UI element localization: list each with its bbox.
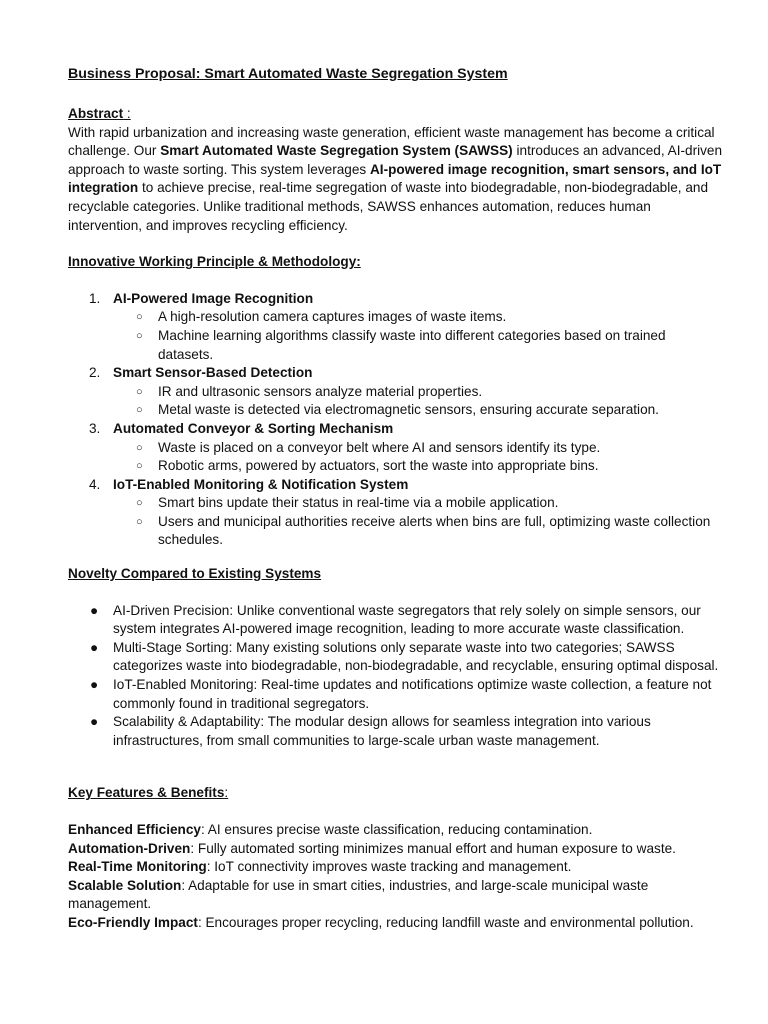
step-bullet xyxy=(68,401,724,420)
feature-label: Automation-Driven xyxy=(68,840,191,856)
step-title: Automated Conveyor & Sorting Mechanism xyxy=(113,420,394,436)
hollow-bullet-icon: ○ xyxy=(136,311,143,324)
filled-bullet-icon: ● xyxy=(90,677,99,693)
novelty-item xyxy=(68,676,724,713)
filled-bullet-icon: ● xyxy=(90,714,99,730)
step-title: Smart Sensor-Based Detection xyxy=(113,365,313,381)
document-page xyxy=(68,64,724,933)
hollow-bullet-icon: ○ xyxy=(136,441,143,454)
step-bullets xyxy=(68,439,724,476)
filled-bullet-icon: ● xyxy=(90,639,99,655)
novelty-item xyxy=(68,713,724,750)
step-bullet xyxy=(68,327,724,364)
features-list xyxy=(68,821,724,933)
novelty-item xyxy=(68,602,724,639)
feature-label: Enhanced Efficiency xyxy=(68,822,201,837)
novelty-item-text: Multi-Stage Sorting: Many existing solutions only separate waste into two categories; SAWSS categorizes waste into biodegradable, non-biodegradable, and recyclable, ensuring optimal disposal. xyxy=(113,639,719,674)
step-item xyxy=(68,364,724,420)
feature-text: : AI ensures precise waste classification, reducing contamination. xyxy=(200,822,593,837)
abstract-text-1: With rapid urbanization and increasing waste generation, efficient waste management has become a critical challenge. Our xyxy=(68,124,715,159)
abstract-colon: : xyxy=(123,106,131,121)
novelty-item-text: AI-Driven Precision: Unlike conventional waste segregators that rely solely on simple sensors, our system integrates AI-powered image recognition, leading to more accurate waste classification. xyxy=(113,602,701,637)
principle-steps-list xyxy=(68,290,724,550)
feature-text: : IoT connectivity improves waste tracking and management. xyxy=(206,859,572,875)
step-bullet-text: A high-resolution camera captures images of waste items. xyxy=(158,309,507,325)
step-item xyxy=(68,476,724,550)
step-bullets xyxy=(68,383,724,420)
feature-item xyxy=(68,840,724,859)
filled-bullet-icon: ● xyxy=(90,602,99,618)
features-heading-colon: : xyxy=(224,785,229,801)
step-title: IoT-Enabled Monitoring & Notification System xyxy=(113,476,409,492)
novelty-item-text: Scalability & Adaptability: The modular design allows for seamless integration into various infrastructures, from small communities to large-scale urban waste management. xyxy=(113,714,651,748)
abstract-system-name: Smart Automated Waste Segregation System (SAWSS) xyxy=(160,143,513,159)
step-bullet xyxy=(68,513,724,550)
step-bullet xyxy=(68,308,724,327)
feature-item xyxy=(68,821,724,840)
novelty-item-text: IoT-Enabled Monitoring: Real-time updates and notifications optimize waste collection, a feature not commonly found in traditional segregators. xyxy=(113,677,712,711)
step-bullet-text: IR and ultrasonic sensors analyze material properties. xyxy=(158,383,483,399)
step-bullet-text: Users and municipal authorities receive alerts when bins are full, optimizing waste collection schedules. xyxy=(158,513,711,548)
hollow-bullet-icon: ○ xyxy=(136,385,143,398)
step-number: 1. xyxy=(89,290,101,306)
abstract-text-3: to achieve precise, real-time segregation of waste into biodegradable, non-biodegradable, and recyclable categories. Unlike traditional methods, SAWSS enhances automation, reduces human intervention, and improves recycling efficiency. xyxy=(68,180,709,233)
abstract-heading: Abstract xyxy=(68,106,124,121)
abstract-body xyxy=(68,124,724,236)
feature-label: Scalable Solution xyxy=(68,877,182,893)
step-title: AI-Powered Image Recognition xyxy=(113,290,314,306)
step-number: 2. xyxy=(89,365,101,381)
hollow-bullet-icon: ○ xyxy=(136,329,143,342)
step-item xyxy=(68,420,724,476)
step-item xyxy=(68,290,724,364)
step-bullet xyxy=(68,457,724,476)
feature-item xyxy=(68,914,724,933)
features-heading-line xyxy=(68,784,724,803)
step-bullet xyxy=(68,494,724,513)
step-bullet xyxy=(68,383,724,402)
step-number: 3. xyxy=(89,420,101,436)
step-bullets xyxy=(68,494,724,550)
step-bullet-text: Waste is placed on a conveyor belt where AI and sensors identify its type. xyxy=(158,439,601,455)
hollow-bullet-icon: ○ xyxy=(136,515,143,528)
step-bullet-text: Machine learning algorithms classify waste into different categories based on trained datasets. xyxy=(158,327,666,362)
step-bullet-text: Robotic arms, powered by actuators, sort the waste into appropriate bins. xyxy=(158,458,599,474)
hollow-bullet-icon: ○ xyxy=(136,404,143,417)
step-number: 4. xyxy=(89,476,101,492)
step-bullet-text: Smart bins update their status in real-time via a mobile application. xyxy=(158,495,559,511)
abstract-text-2: introduces an advanced, AI-driven approach to waste sorting. This system leverages xyxy=(68,143,723,177)
novelty-list xyxy=(68,602,724,751)
abstract-heading-line xyxy=(68,105,724,124)
feature-text: : Fully automated sorting minimizes manual effort and human exposure to waste. xyxy=(190,840,676,856)
hollow-bullet-icon: ○ xyxy=(136,497,143,510)
step-bullets xyxy=(68,308,724,364)
step-bullet-text: Metal waste is detected via electromagnetic sensors, ensuring accurate separation. xyxy=(158,402,659,418)
document-title: Business Proposal: Smart Automated Waste Segregation System xyxy=(68,66,508,82)
feature-text: : Adaptable for use in smart cities, industries, and large-scale municipal waste management. xyxy=(68,877,649,912)
abstract-tech-list: AI-powered image recognition, smart sensors, and IoT integration xyxy=(68,161,722,196)
principle-heading: Innovative Working Principle & Methodology: xyxy=(68,254,361,270)
novelty-heading: Novelty Compared to Existing Systems xyxy=(68,566,322,582)
feature-item xyxy=(68,858,724,877)
novelty-item xyxy=(68,639,724,676)
feature-item xyxy=(68,877,724,914)
feature-text: : Encourages proper recycling, reducing landfill waste and environmental pollution. xyxy=(197,914,694,930)
step-bullet xyxy=(68,439,724,458)
feature-label: Eco-Friendly Impact xyxy=(68,914,198,930)
feature-label: Real-Time Monitoring xyxy=(68,859,207,875)
features-heading: Key Features & Benefits xyxy=(68,785,225,801)
hollow-bullet-icon: ○ xyxy=(136,460,143,473)
